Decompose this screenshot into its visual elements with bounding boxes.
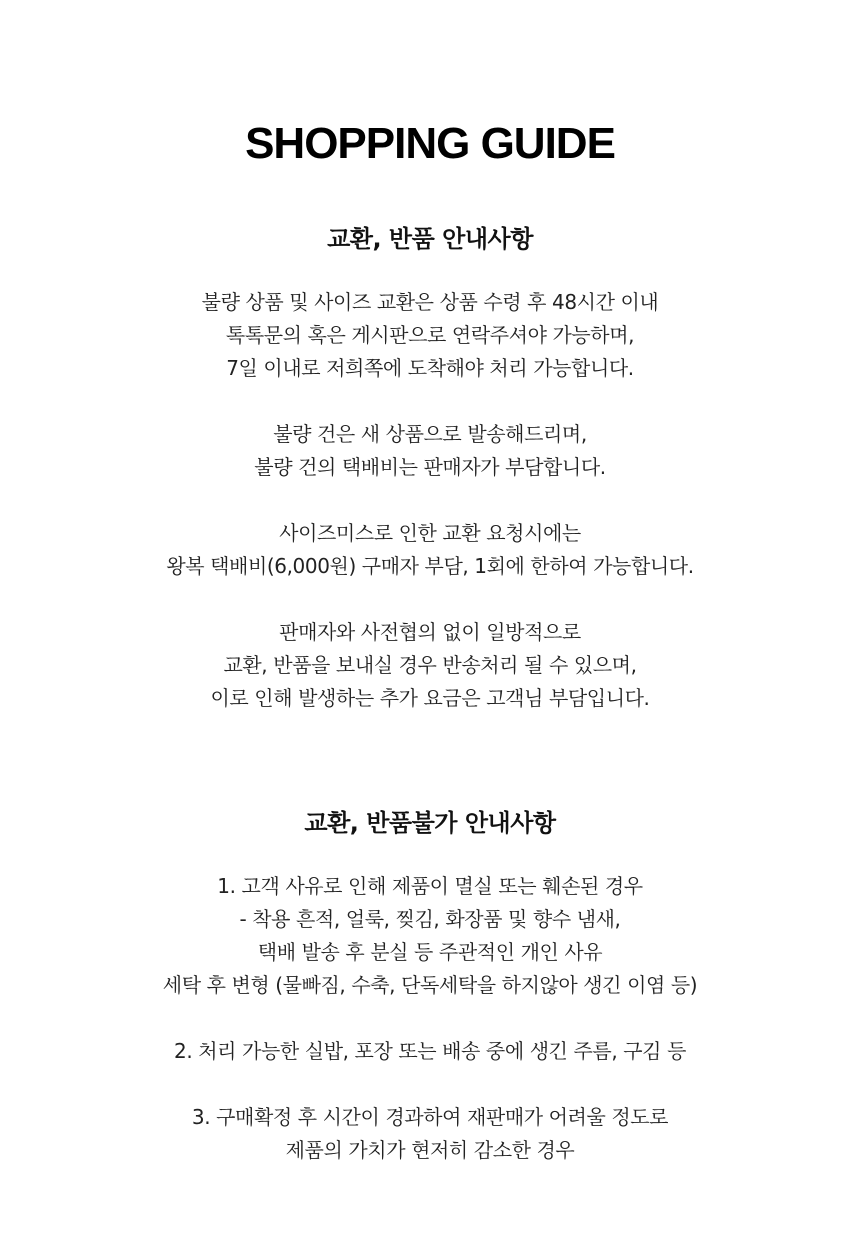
paragraph-line: 불량 건의 택배비는 판매자가 부담합니다. <box>254 455 606 479</box>
no-exchange-paragraph <box>0 1035 860 1068</box>
page-title: SHOPPING GUIDE <box>245 119 615 168</box>
paragraph-line: - 착용 흔적, 얼룩, 찢김, 화장품 및 향수 냄새, <box>239 907 621 931</box>
paragraph-line: 2. 처리 가능한 실밥, 포장 또는 배송 중에 생긴 주름, 구김 등 <box>174 1039 686 1063</box>
paragraph-line: 불량 건은 새 상품으로 발송해드리며, <box>273 422 587 446</box>
paragraph-line: 이로 인해 발생하는 추가 요금은 고객님 부담입니다. <box>210 686 650 710</box>
exchange-return-heading: 교환, 반품 안내사항 <box>327 225 533 253</box>
paragraph-line: 세탁 후 변형 (물빠짐, 수축, 단독세탁을 하지않아 생긴 이염 등) <box>162 973 698 997</box>
exchange-return-section <box>0 222 860 715</box>
paragraph-line: 교환, 반품을 보내실 경우 반송처리 될 수 있으며, <box>223 653 637 677</box>
paragraph-line: 7일 이내로 저희쪽에 도착해야 처리 가능합니다. <box>226 356 634 380</box>
paragraph-line: 왕복 택배비(6,000원) 구매자 부담, 1회에 한하여 가능합니다. <box>166 554 694 578</box>
paragraph-line: 1. 고객 사유로 인해 제품이 멸실 또는 훼손된 경우 <box>217 874 643 898</box>
no-exchange-return-section <box>0 806 860 1167</box>
exchange-paragraph <box>0 286 860 385</box>
paragraph-line: 제품의 가치가 현저히 감소한 경우 <box>285 1138 575 1162</box>
paragraph-line: 사이즈미스로 인한 교환 요청시에는 <box>279 521 581 545</box>
paragraph-spacer <box>0 1068 860 1101</box>
paragraph-spacer <box>0 1002 860 1035</box>
paragraph-line: 판매자와 사전협의 없이 일방적으로 <box>279 620 581 644</box>
exchange-paragraph <box>0 517 860 583</box>
exchange-paragraph <box>0 418 860 484</box>
paragraph-spacer <box>0 385 860 418</box>
no-exchange-paragraph <box>0 1101 860 1167</box>
exchange-paragraph <box>0 616 860 715</box>
paragraph-spacer <box>0 484 860 517</box>
paragraph-line: 불량 상품 및 사이즈 교환은 상품 수령 후 48시간 이내 <box>201 290 659 314</box>
paragraph-line: 톡톡문의 혹은 게시판으로 연락주셔야 가능하며, <box>225 323 635 347</box>
no-exchange-paragraph <box>0 870 860 1002</box>
paragraph-line: 3. 구매확정 후 시간이 경과하여 재판매가 어려울 정도로 <box>191 1105 669 1129</box>
no-exchange-return-heading: 교환, 반품불가 안내사항 <box>304 809 556 837</box>
paragraph-spacer <box>0 583 860 616</box>
paragraph-line: 택배 발송 후 분실 등 주관적인 개인 사유 <box>257 940 603 964</box>
